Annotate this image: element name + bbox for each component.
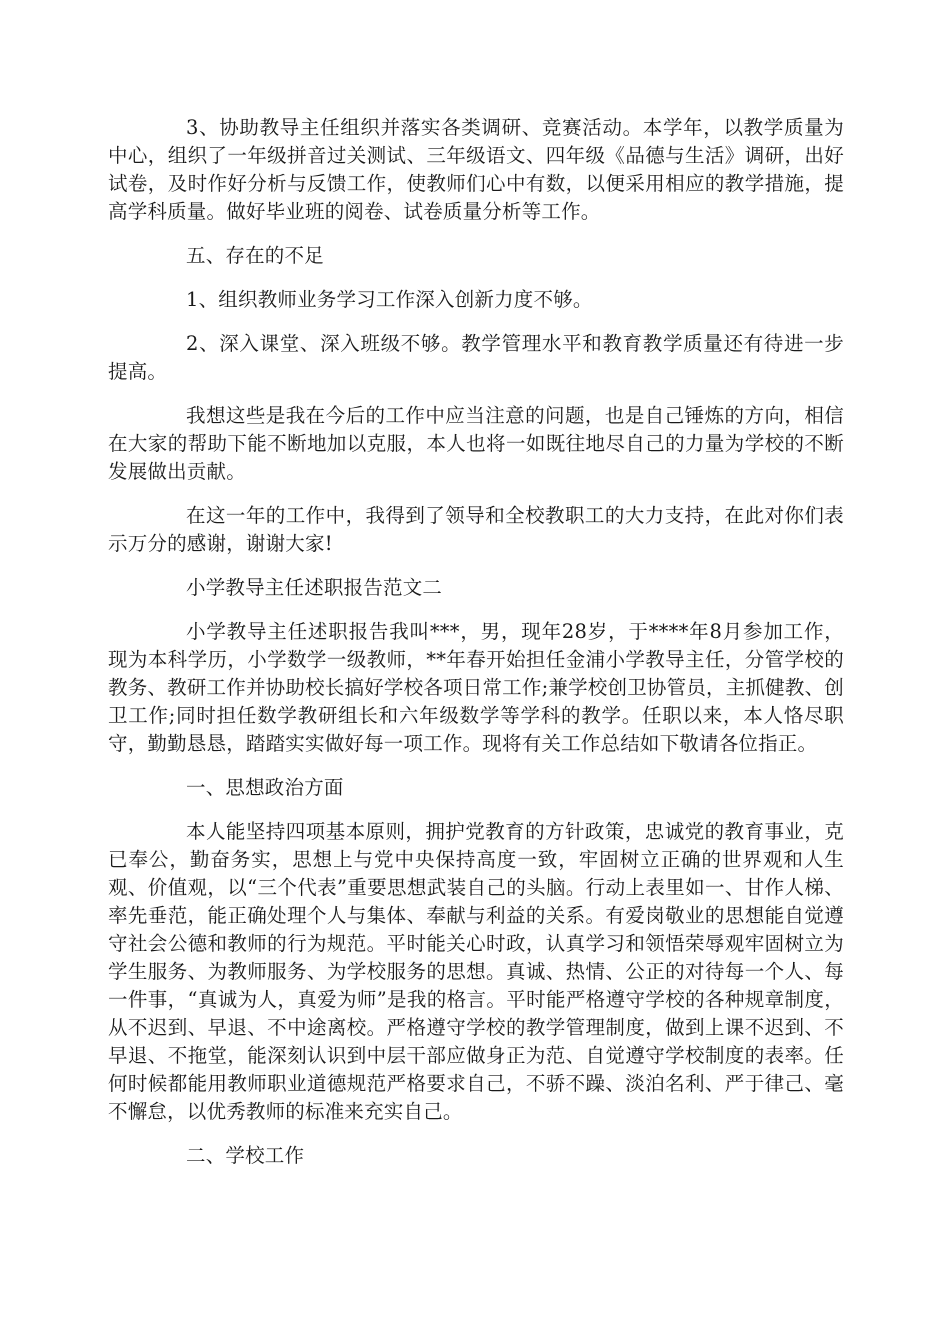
- paragraph-thanks: 在这一年的工作中，我得到了领导和全校教职工的大力支持，在此对你们表示万分的感谢，谢谢大家!: [108, 504, 844, 555]
- paragraph-shortcoming-1: 1、组织教师业务学习工作深入创新力度不够。: [186, 288, 593, 311]
- paragraph-reflection: 我想这些是我在今后的工作中应当注意的问题，也是自己锤炼的方向，相信在大家的帮助下能不断地加以克服，本人也将一如既往地尽自己的力量为学校的不断发展做出贡献。: [108, 404, 844, 483]
- heading-ideology-politics: 一、思想政治方面: [186, 776, 344, 799]
- heading-shortcomings: 五、存在的不足: [186, 244, 324, 267]
- paragraph-activities: 3、协助教导主任组织并落实各类调研、竞赛活动。本学年，以教学质量为中心，组织了一年级拼音过关测试、三年级语文、四年级《品德与生活》调研，出好试卷，及时作好分析与反馈工作，使教师们心中有数，以便采用相应的教学措施，提高学科质量。做好毕业班的阅卷、试卷质量分析等工作。: [108, 116, 844, 223]
- paragraph-introduction: 小学教导主任述职报告我叫***，男，现年28岁，于****年8月参加工作，现为本科学历，小学数学一级教师，**年春开始担任金浦小学教导主任，分管学校的教务、教研工作并协助校长搞好学校各项日常工作;兼学校创卫协管员，主抓健教、创卫工作;同时担任数学教研组长和六年级数学等学科的教学。任职以来，本人恪尽职守，勤勤恳恳，踏踏实实做好每一项工作。现将有关工作总结如下敬请各位指正。: [108, 620, 844, 755]
- heading-school-work: 二、学校工作: [186, 1144, 305, 1167]
- paragraph-ideology-politics: 本人能坚持四项基本原则，拥护党教育的方针政策，忠诚党的教育事业，克已奉公，勤奋务实，思想上与党中央保持高度一致，牢固树立正确的世界观和人生观、价值观，以“三个代表”重要思想武装自己的头脑。行动上表里如一、甘作人梯、率先垂范，能正确处理个人与集体、奉献与利益的关系。有爱岗敬业的思想能自觉遵守社会公德和教师的行为规范。平时能关心时政，认真学习和领悟荣辱观牢固树立为学生服务、为教师服务、为学校服务的思想。真诚、热情、公正的对待每一个人、每一件事，“真诚为人，真爱为师”是我的格言。平时能严格遵守学校的各种规章制度，从不迟到、早退、不中途离校。严格遵守学校的教学管理制度，做到上课不迟到、不早退、不拖堂，能深刻认识到中层干部应做身正为范、自觉遵守学校制度的表率。任何时候都能用教师职业道德规范严格要求自己，不骄不躁、淡泊名利、严于律己、毫不懈怠，以优秀教师的标准来充实自己。: [108, 820, 844, 1123]
- paragraph-shortcoming-2: 2、深入课堂、深入班级不够。教学管理水平和教育教学质量还有待进一步提高。: [108, 332, 844, 383]
- section-title-example-two: 小学教导主任述职报告范文二: [186, 576, 443, 599]
- document-body: [108, 114, 844, 1186]
